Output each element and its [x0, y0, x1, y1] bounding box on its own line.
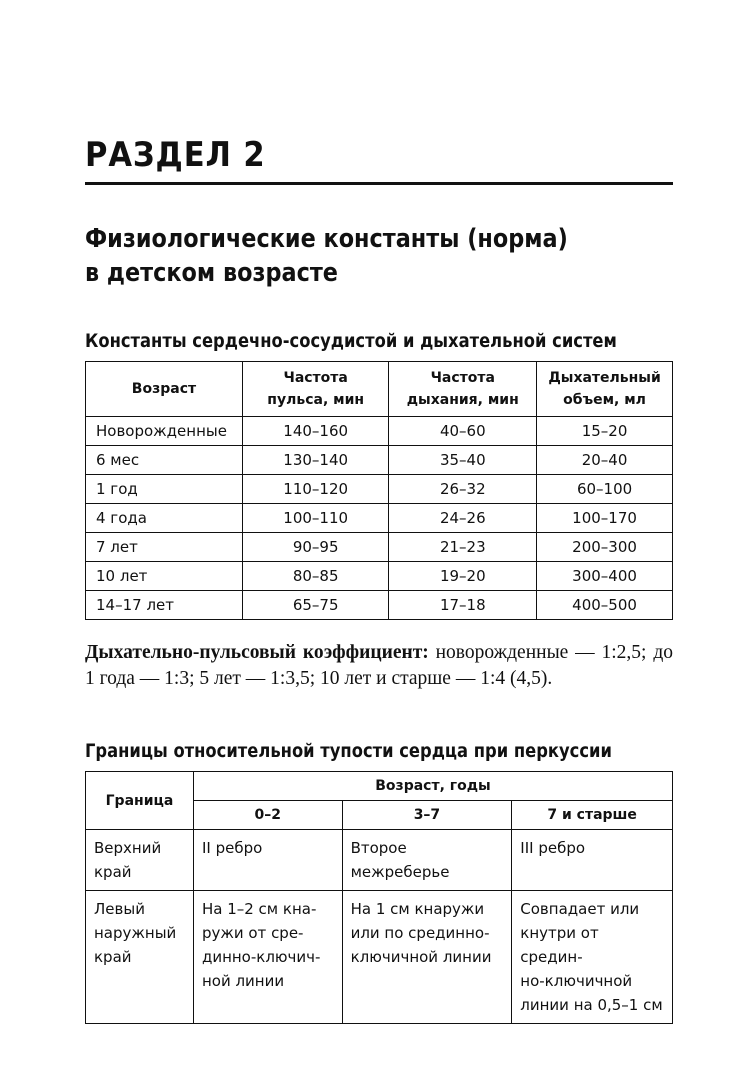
cell-breath: 40–60: [389, 417, 537, 446]
header-pulse-line-2: пульса, мин: [267, 392, 365, 408]
cell-breath: 17–18: [389, 591, 537, 620]
cell-line: но-ключичной: [520, 972, 633, 990]
cell-line: Совпадает или: [520, 900, 640, 918]
cell-pulse: 65–75: [242, 591, 389, 620]
cell-volume: 100–170: [537, 504, 673, 533]
cell-age-7-plus: III ребро: [512, 830, 673, 891]
header-breath-line-1: Частота: [430, 370, 495, 386]
table2-heading: Границы относительной тупости сердца при перкуссии: [85, 740, 612, 762]
cell-line: ружи от сре-: [201, 924, 304, 942]
chapter-title-line-2: в детском возрасте: [85, 258, 338, 288]
chapter-title-line-1: Физиологические константы (норма): [85, 224, 568, 254]
cell-breath: 26–32: [389, 475, 537, 504]
cell-volume: 400–500: [537, 591, 673, 620]
cell-volume: 300–400: [537, 562, 673, 591]
header-age-3-7: 3–7: [342, 801, 512, 830]
cardiac-dullness-table: [85, 771, 673, 1024]
cell-age-3-7: [342, 830, 512, 891]
cell-age-3-7: [342, 891, 512, 1024]
cell-age: 1 год: [86, 475, 243, 504]
cell-line: На 1 см кнаружи: [350, 900, 485, 918]
cell-age-0-2: II ребро: [193, 830, 342, 891]
table-row: [86, 475, 673, 504]
header-volume-line-1: Дыхательный: [548, 370, 661, 386]
cell-line: кнутри от средин-: [520, 924, 599, 966]
cell-pulse: 100–110: [242, 504, 389, 533]
header-pulse-line-1: Частота: [283, 370, 348, 386]
chapter-title: [85, 222, 618, 290]
cell-age-7-plus: [512, 891, 673, 1024]
header-pulse: [242, 362, 389, 417]
table-row: [86, 891, 673, 1024]
cell-breath: 35–40: [389, 446, 537, 475]
table-row: [86, 504, 673, 533]
section-title: РАЗДЕЛ 2: [85, 135, 266, 175]
header-breath-line-2: дыхания, мин: [406, 392, 519, 408]
cell-pulse: 110–120: [242, 475, 389, 504]
cell-breath: 21–23: [389, 533, 537, 562]
cell-pulse: 140–160: [242, 417, 389, 446]
cell-line: ной линии: [201, 972, 285, 990]
table-row: [86, 591, 673, 620]
cell-age: 14–17 лет: [86, 591, 243, 620]
cell-volume: 15–20: [537, 417, 673, 446]
cell-line: На 1–2 см кна-: [201, 900, 317, 918]
cell-line: линии на 0,5–1 см: [520, 996, 663, 1014]
header-volume-line-2: объем, мл: [563, 392, 646, 408]
cell-line: наружный: [94, 924, 177, 942]
cell-border: [86, 830, 194, 891]
cell-age-0-2: [193, 891, 342, 1024]
cell-line: край: [94, 948, 132, 966]
cell-line: Второе: [350, 839, 407, 857]
section-divider: [85, 182, 673, 185]
cell-volume: 60–100: [537, 475, 673, 504]
paragraph-bold-term: Дыхательно-пульсовый коэффициент:: [85, 642, 429, 663]
cardio-respiratory-table: [85, 361, 673, 620]
cell-volume: 20–40: [537, 446, 673, 475]
header-age: Возраст: [86, 362, 243, 417]
table-row: [86, 417, 673, 446]
cell-age: 10 лет: [86, 562, 243, 591]
cell-age: 6 мес: [86, 446, 243, 475]
table-header-row: [86, 772, 673, 801]
header-volume: [537, 362, 673, 417]
header-age-group: Возраст, годы: [193, 772, 672, 801]
table1-heading: Константы сердечно-сосудистой и дыхательной систем: [85, 330, 617, 352]
cell-breath: 19–20: [389, 562, 537, 591]
header-age-0-2: 0–2: [193, 801, 342, 830]
cell-line: Левый: [94, 900, 145, 918]
table-row: [86, 562, 673, 591]
cell-age: Новорожденные: [86, 417, 243, 446]
table-row: [86, 830, 673, 891]
cell-pulse: 130–140: [242, 446, 389, 475]
cell-breath: 24–26: [389, 504, 537, 533]
cell-age: 7 лет: [86, 533, 243, 562]
cell-line: край: [94, 863, 132, 881]
cell-volume: 200–300: [537, 533, 673, 562]
header-age-7-plus: 7 и старше: [512, 801, 673, 830]
cell-pulse: 80–85: [242, 562, 389, 591]
cell-age: 4 года: [86, 504, 243, 533]
cell-line: динно-ключич-: [201, 948, 321, 966]
table-row: [86, 446, 673, 475]
cell-border: [86, 891, 194, 1024]
paragraph-text: новорожденные — 1:2,5; до 1 года — 1:3; 5 лет — 1:3,5; 10 лет и старше — 1:4 (4,5).: [85, 642, 673, 689]
respiratory-pulse-coefficient-paragraph: [85, 640, 673, 692]
cell-line: Верхний: [94, 839, 162, 857]
cell-line: межреберье: [350, 863, 450, 881]
cell-line: ключичной линии: [350, 948, 492, 966]
table-row: [86, 533, 673, 562]
table-header-row: [86, 362, 673, 417]
cell-line: или по срединно-: [350, 924, 490, 942]
header-border: Граница: [86, 772, 194, 830]
cell-pulse: 90–95: [242, 533, 389, 562]
header-breath: [389, 362, 537, 417]
